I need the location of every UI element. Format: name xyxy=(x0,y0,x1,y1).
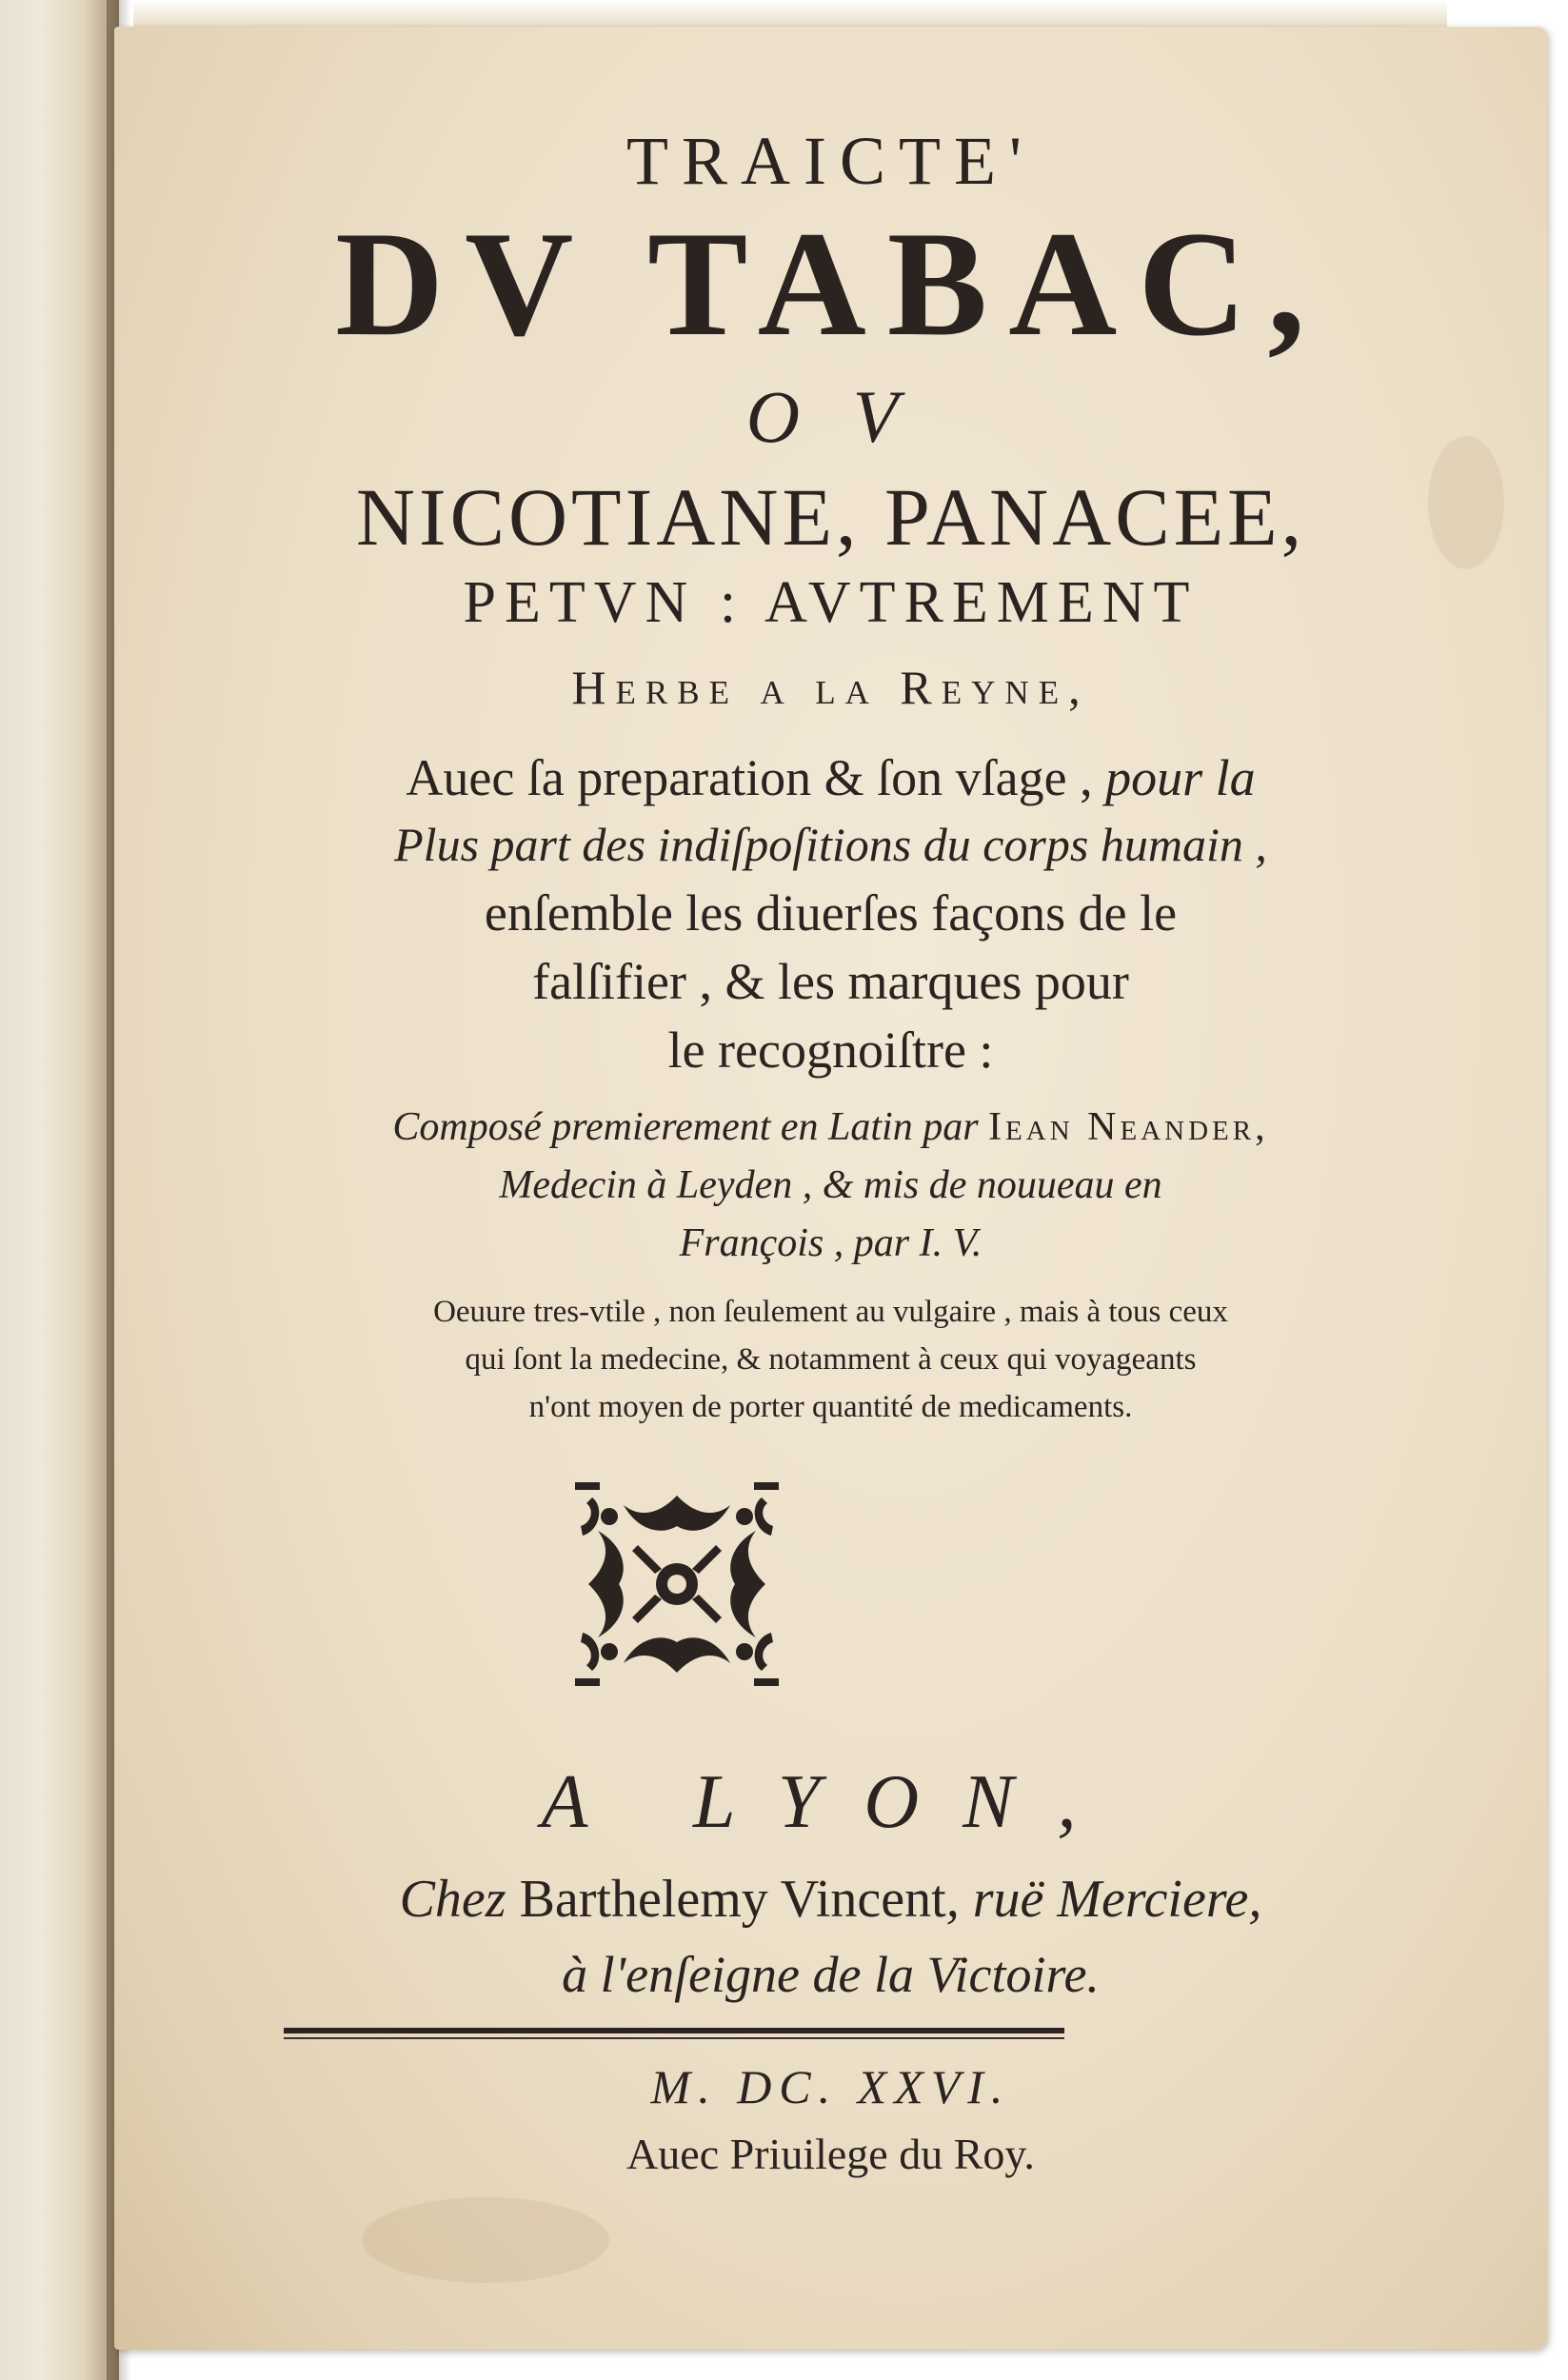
author-line-1 xyxy=(114,1104,1547,1150)
publisher-chez: Chez xyxy=(399,1870,520,1929)
author-line-2: Medecin à Leyden , & mis de nouueau en xyxy=(499,1163,1162,1207)
description-line-1-italic: pour la xyxy=(1105,749,1256,806)
summary-line-2: qui ſont la medecine, & notamment à ceux qui voyageants xyxy=(465,1342,1197,1377)
summary-line-1: Oeuure tres-vtile , non ſeulement au vulgaire , mais à tous ceux xyxy=(433,1295,1228,1329)
author-line-1-text: Composé premierement en Latin par xyxy=(392,1105,989,1149)
description-line-2: Plus part des indiſpoſitions du corps humain , xyxy=(394,818,1267,871)
publisher-street: , ruë Merciere, xyxy=(945,1870,1262,1929)
description-line-1-roman: Auec ſa preparation & ſon vſage , xyxy=(406,749,1106,806)
title-traicte: TRAICTE' xyxy=(626,123,1035,199)
title-du-tabac: DV TABAC, xyxy=(335,201,1326,367)
title-petun: PETVN : AVTREMENT xyxy=(463,570,1199,635)
description-line-3: enſemble les diuerſes façons de le xyxy=(484,884,1178,942)
description-line-1 xyxy=(114,748,1547,807)
summary-line-3: n'ont moyen de porter quantité de medicaments. xyxy=(528,1390,1133,1424)
description-line-4: falſifier , & les marques pour xyxy=(532,953,1129,1010)
imprint-rule xyxy=(284,2028,1064,2033)
description-line-5: le recognoiſtre : xyxy=(667,1021,994,1079)
publisher-line-1 xyxy=(114,1869,1547,1930)
publisher-name: Barthelemy Vincent xyxy=(519,1870,946,1929)
title-nicotiane: NICOTIANE, PANACEE, xyxy=(355,471,1306,563)
page-top-edge xyxy=(133,0,1447,29)
author-name: Iean Neander, xyxy=(988,1105,1269,1149)
author-line-3: François , par I. V. xyxy=(679,1221,982,1265)
imprint-rule-thin xyxy=(284,2037,1064,2039)
title-herbe: Herbe a la Reyne, xyxy=(571,661,1090,714)
imprint-city: A LYON, xyxy=(541,1760,1121,1844)
title-page xyxy=(114,27,1547,2350)
paper-stain xyxy=(362,2197,609,2283)
title-ou: O V xyxy=(745,375,916,458)
book-binding xyxy=(0,0,119,2380)
printers-ornament-icon xyxy=(571,1478,783,1690)
imprint-date: M. DC. XXVI. xyxy=(650,2060,1011,2113)
privilege-line: Auec Priuilege du Roy. xyxy=(626,2130,1035,2178)
publisher-line-2: à l'enſeigne de la Victoire. xyxy=(562,1946,1100,2003)
